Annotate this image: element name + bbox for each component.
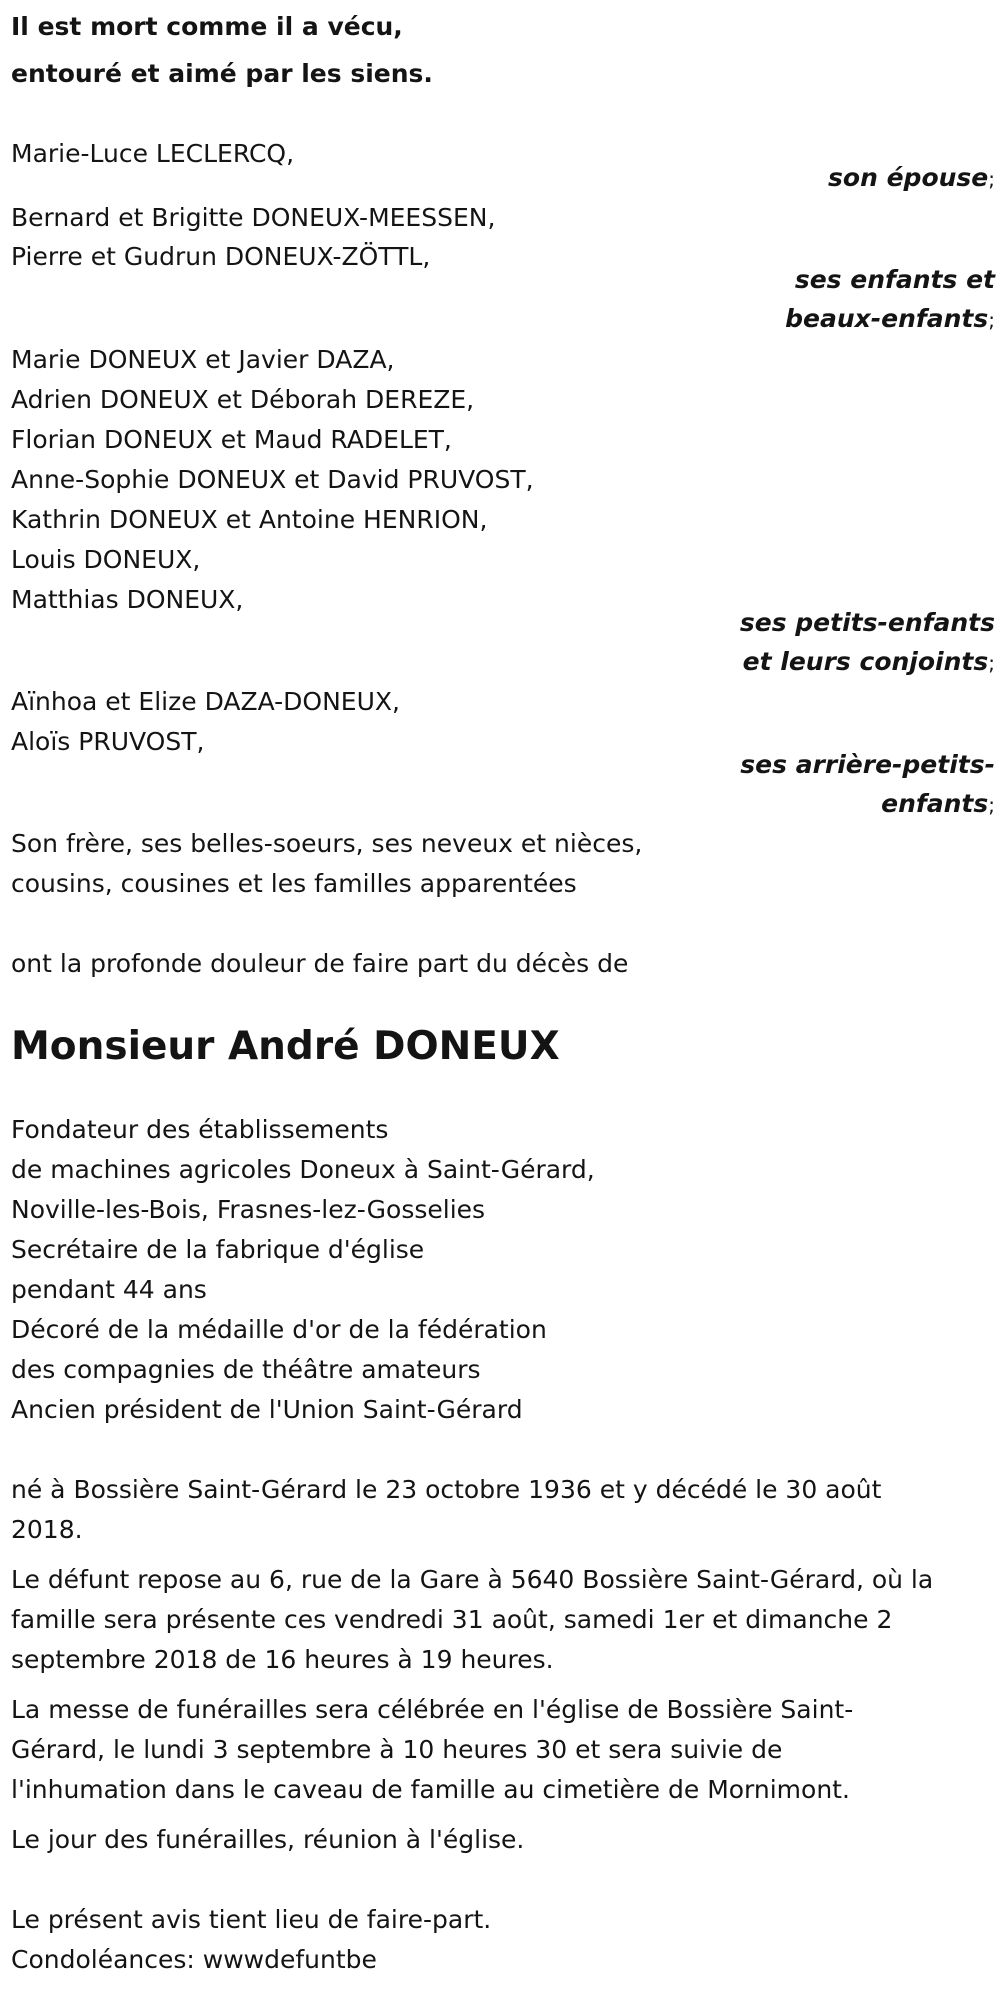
relation-label: ses petits-enfants (739, 608, 995, 637)
family-name: Louis DONEUX, (11, 545, 201, 574)
repose-line: Le défunt repose au 6, rue de la Gare à 5640 Bossière Saint-Gérard, où la (11, 1565, 934, 1594)
deceased-name: Monsieur André DONEUX (11, 1024, 560, 1069)
title-line: Secrétaire de la fabrique d'église (11, 1235, 425, 1264)
title-line: pendant 44 ans (11, 1275, 207, 1304)
family-name: Adrien DONEUX et Déborah DEREZE, (11, 385, 475, 414)
repose-line: famille sera présente ces vendredi 31 août, samedi 1er et dimanche 2 (11, 1605, 893, 1634)
intro-line-2: entouré et aimé par les siens. (11, 59, 433, 88)
family-name: Marie-Luce LECLERCQ, (11, 139, 295, 168)
relation-label: beaux-enfants; (785, 304, 995, 333)
birth-death-line: 2018. (11, 1515, 83, 1544)
gathering-line: Le jour des funérailles, réunion à l'église. (11, 1825, 525, 1854)
mass-line: Gérard, le lundi 3 septembre à 10 heures 30 et sera suivie de (11, 1735, 783, 1764)
family-name: Bernard et Brigitte DONEUX-MEESSEN, (11, 203, 496, 232)
title-line: des compagnies de théâtre amateurs (11, 1355, 481, 1384)
family-name: Aïnhoa et Elize DAZA-DONEUX, (11, 687, 400, 716)
relation-label: et leurs conjoints; (742, 647, 995, 676)
relation-label: ses enfants et (794, 265, 995, 294)
title-line: Décoré de la médaille d'or de la fédération (11, 1315, 547, 1344)
title-line: Ancien président de l'Union Saint-Gérard (11, 1395, 523, 1424)
announcement: ont la profonde douleur de faire part du décès de (11, 949, 629, 978)
extended-family-line: cousins, cousines et les familles apparentées (11, 869, 577, 898)
intro-line-1: Il est mort comme il a vécu, (11, 12, 403, 41)
family-name: Matthias DONEUX, (11, 585, 244, 614)
closing-line: Le présent avis tient lieu de faire-part. (11, 1905, 492, 1934)
relation-label: son épouse; (828, 163, 995, 192)
title-line: Fondateur des établissements (11, 1115, 389, 1144)
relation-label: ses arrière-petits- (740, 750, 995, 779)
title-line: de machines agricoles Doneux à Saint-Gérard, (11, 1155, 595, 1184)
birth-death-line: né à Bossière Saint-Gérard le 23 octobre 1936 et y décédé le 30 août (11, 1475, 882, 1504)
title-line: Noville-les-Bois, Frasnes-lez-Gosselies (11, 1195, 486, 1224)
family-name: Aloïs PRUVOST, (11, 727, 205, 756)
condolences-line: Condoléances: wwwdefuntbe (11, 1945, 377, 1974)
family-name: Anne-Sophie DONEUX et David PRUVOST, (11, 465, 534, 494)
mass-line: La messe de funérailles sera célébrée en l'église de Bossière Saint- (11, 1695, 854, 1724)
family-name: Florian DONEUX et Maud RADELET, (11, 425, 452, 454)
family-name: Marie DONEUX et Javier DAZA, (11, 345, 395, 374)
family-name: Kathrin DONEUX et Antoine HENRION, (11, 505, 488, 534)
mass-line: l'inhumation dans le caveau de famille au cimetière de Mornimont. (11, 1775, 850, 1804)
family-name: Pierre et Gudrun DONEUX-ZÖTTL, (11, 242, 431, 271)
extended-family-line: Son frère, ses belles-soeurs, ses neveux et nièces, (11, 829, 643, 858)
relation-label: enfants; (881, 789, 995, 818)
repose-line: septembre 2018 de 16 heures à 19 heures. (11, 1645, 554, 1674)
